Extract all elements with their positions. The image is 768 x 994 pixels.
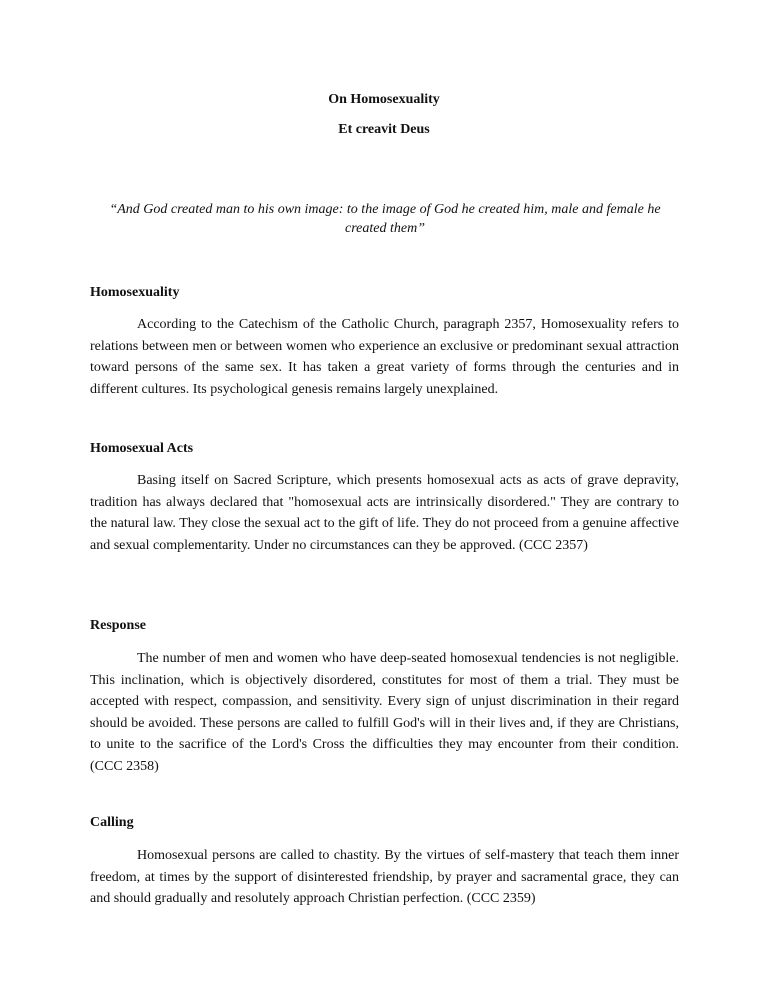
section-body-homosexuality: According to the Catechism of the Catholic Church, paragraph 2357, Homosexuality refers to relations between men or between women who experience an exclusive or predominant sexual attraction toward persons of the same sex. It has taken a great variety of forms through the centuries and in different cultures. Its psychological genesis remains largely unexplained.	[90, 317, 679, 397]
section-body-calling: Homosexual persons are called to chastity. By the virtues of self-mastery that teach them inner freedom, at times by the support of disinterested friendship, by prayer and sacramental grace, they can and should gradually and resolutely approach Christian perfection. (CCC 2359)	[90, 848, 679, 907]
section-heading-response: Response	[90, 618, 147, 633]
section-heading-homosexual-acts: Homosexual Acts	[90, 441, 194, 456]
section-body-response: The number of men and women who have deep-seated homosexual tendencies is not negligible. This inclination, which is objectively disordered, constitutes for most of them a trial. They must be accepted with respect, compassion, and sensitivity. Every sign of unjust discrimination in their regard should be avoided. These persons are called to fulfill God's will in their lives and, if they are Christians, to unite to the sacrifice of the Lord's Cross the difficulties they may encounter from their condition. (CCC 2358)	[90, 651, 679, 774]
section-heading-homosexuality: Homosexuality	[90, 285, 180, 300]
document-subtitle: Et creavit Deus	[338, 122, 430, 137]
section-heading-calling: Calling	[90, 815, 134, 830]
section-body-homosexual-acts: Basing itself on Sacred Scripture, which presents homosexual acts as acts of grave depravity, tradition has always declared that "homosexual acts are intrinsically disordered." They are contrary to the natural law. They close the sexual act to the gift of life. They do not proceed from a genuine affective and sexual complementarity. Under no circumstances can they be approved. (CCC 2357)	[90, 473, 679, 553]
epigraph-quote: “And God created man to his own image: to the image of God he created him, male and female he created them”	[109, 202, 661, 236]
document-title: On Homosexuality	[328, 92, 440, 107]
